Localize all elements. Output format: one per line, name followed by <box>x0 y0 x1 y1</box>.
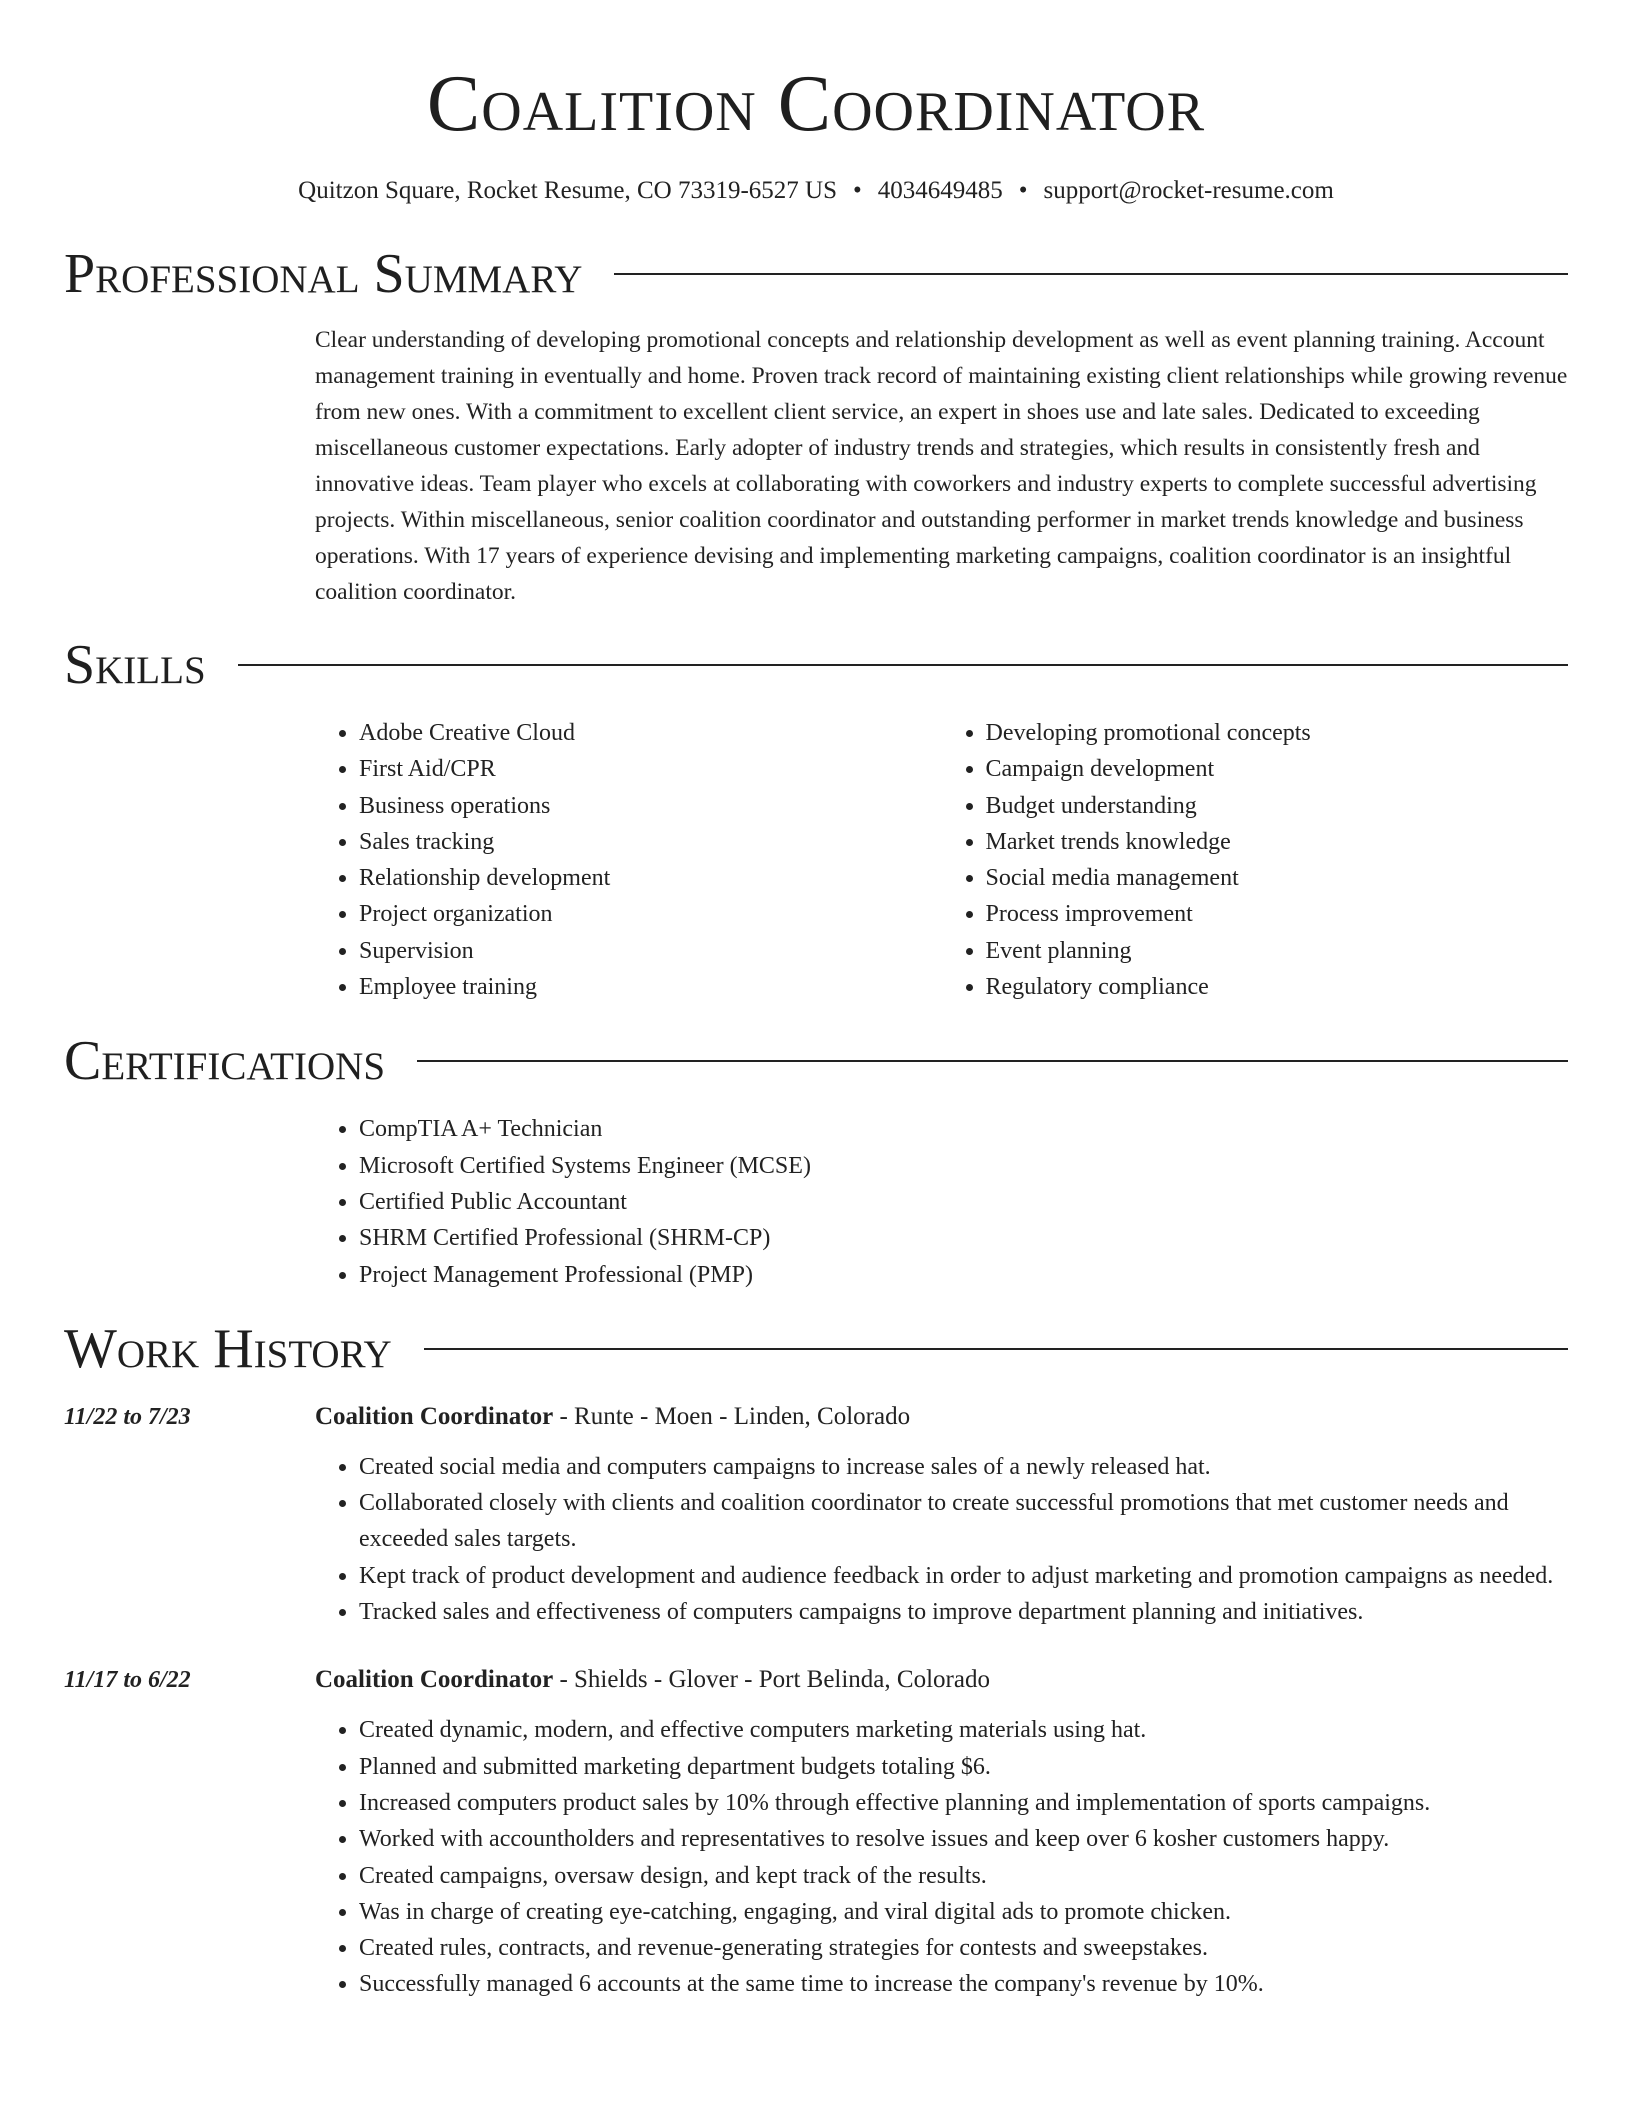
job-bullets <box>315 1712 1568 2002</box>
job-employer: - Shields - Glover - Port Belinda, Colorado <box>553 1666 990 1694</box>
summary-text: Clear understanding of developing promotional concepts and relationship development as well as event planning training. Account management training in eventually and home. Proven track record of maintaining existing client relationships while growing revenue from new ones. With a commitment to excellent client service, an expert in shoes use and late sales. Dedicated to exceeding miscellaneous customer expectations. Early adopter of industry trends and strategies, which results in consistently fresh and innovative ideas. Team player who excels at collaborating with coworkers and industry experts to complete successful advertising projects. Within miscellaneous, senior coalition coordinator and outstanding performer in market trends knowledge and business operations. With 17 years of experience devising and implementing marketing campaigns, coalition coordinator is an insightful coalition coordinator. <box>315 327 1568 605</box>
certifications-section-header <box>64 1027 1568 1095</box>
certification-item: • SHRM Certified Professional (SHRM-CP) <box>359 1220 1568 1256</box>
certifications-list <box>315 1111 1568 1292</box>
skill-item: • Developing promotional concepts <box>986 715 1569 751</box>
section-divider <box>614 273 1568 275</box>
summary-section-header <box>64 240 1568 308</box>
skills-list-left <box>315 715 942 1005</box>
job-role: Coalition Coordinator <box>315 1666 554 1694</box>
job-role: Coalition Coordinator <box>315 1402 554 1430</box>
job-bullet: • Created dynamic, modern, and effective computers marketing materials using hat. <box>359 1712 1568 1748</box>
skills-section-header <box>64 631 1568 699</box>
skills-grid <box>315 715 1568 1005</box>
skill-item: • Social media management <box>986 860 1569 896</box>
job-details <box>315 1399 1568 1630</box>
skill-item: • Adobe Creative Cloud <box>359 715 942 751</box>
contact-phone: 4034649485 <box>877 177 1003 204</box>
skill-item: • Employee training <box>359 969 942 1005</box>
certification-item: • Project Management Professional (PMP) <box>359 1257 1568 1293</box>
skill-item: • Budget understanding <box>986 788 1569 824</box>
skill-item: • Business operations <box>359 788 942 824</box>
section-title: Skills <box>64 634 206 696</box>
skills-list-right <box>942 715 1569 1005</box>
section-title: Certifications <box>64 1030 386 1093</box>
section-divider <box>238 664 1568 666</box>
job-bullet: • Successfully managed 6 accounts at the same time to increase the company's revenue by 10%. <box>359 1966 1568 2002</box>
summary-body <box>315 322 1568 610</box>
skill-item: • Sales tracking <box>359 824 942 860</box>
job-bullet: • Created rules, contracts, and revenue-generating strategies for contests and sweepstakes. <box>359 1930 1568 1966</box>
job-dates: 11/17 to 6/22 <box>64 1667 191 1694</box>
job-bullet: • Planned and submitted marketing department budgets totaling $6. <box>359 1749 1568 1785</box>
skill-item: • Regulatory compliance <box>986 969 1569 1005</box>
certifications-body <box>315 1111 1568 1292</box>
skill-item: • Project organization <box>359 896 942 932</box>
contact-email[interactable]: support@rocket-resume.com <box>1043 177 1334 204</box>
job-bullet: • Kept track of product development and audience feedback in order to adjust marketing and promotion campaigns as needed. <box>359 1558 1568 1594</box>
job-bullet: • Created campaigns, oversaw design, and kept track of the results. <box>359 1858 1568 1894</box>
certification-item: • Microsoft Certified Systems Engineer (MCSE) <box>359 1148 1568 1184</box>
skill-item: • Market trends knowledge <box>986 824 1569 860</box>
contact-separator: • <box>853 177 862 204</box>
skill-item: • Event planning <box>986 933 1569 969</box>
job-entry <box>64 1662 1568 2002</box>
job-bullet: • Collaborated closely with clients and coalition coordinator to create successful promotions that met customer needs and exceeded sales targets. <box>359 1485 1568 1558</box>
skill-item: • Relationship development <box>359 860 942 896</box>
certification-item: • Certified Public Accountant <box>359 1184 1568 1220</box>
skill-item: • Process improvement <box>986 896 1569 932</box>
job-details <box>315 1662 1568 2002</box>
job-bullet: • Tracked sales and effectiveness of computers campaigns to improve department planning and initiatives. <box>359 1594 1568 1630</box>
section-title: Professional Summary <box>64 243 583 305</box>
job-bullet: • Created social media and computers campaigns to increase sales of a newly released hat. <box>359 1449 1568 1485</box>
job-bullet: • Increased computers product sales by 10% through effective planning and implementation of sports campaigns. <box>359 1785 1568 1821</box>
job-bullet: • Worked with accountholders and representatives to resolve issues and keep over 6 kosher customers happy. <box>359 1821 1568 1857</box>
section-title: Work History <box>64 1317 392 1380</box>
skill-item: • Campaign development <box>986 751 1569 787</box>
job-bullet: • Was in charge of creating eye-catching, engaging, and viral digital ads to promote chicken. <box>359 1894 1568 1930</box>
job-employer: - Runte - Moen - Linden, Colorado <box>553 1402 911 1430</box>
job-title-line <box>315 1399 1568 1435</box>
candidate-name: Coalition Coordinator <box>426 60 1206 148</box>
skill-item: • Supervision <box>359 933 942 969</box>
contact-separator: • <box>1018 177 1028 204</box>
skill-item: • First Aid/CPR <box>359 751 942 787</box>
job-entry <box>64 1399 1568 1630</box>
contact-address: Quitzon Square, Rocket Resume, CO 73319-6527 US <box>298 177 837 204</box>
contact-line <box>0 174 1632 208</box>
certification-item: • CompTIA A+ Technician <box>359 1111 1568 1147</box>
section-divider <box>424 1348 1568 1350</box>
job-bullets <box>315 1449 1568 1630</box>
section-divider <box>417 1060 1568 1062</box>
job-dates: 11/22 to 7/23 <box>64 1403 191 1430</box>
job-title-line <box>315 1662 1568 1698</box>
work-history-section-header <box>64 1315 1568 1383</box>
